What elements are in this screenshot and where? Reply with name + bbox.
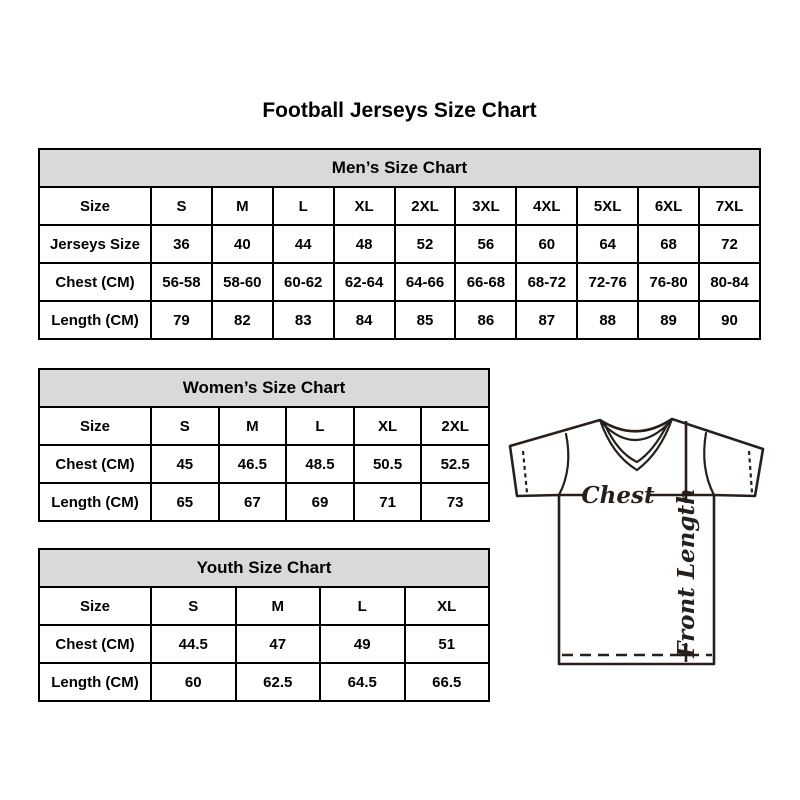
mens-size-chart-cell: 82 [212,301,273,339]
mens-size-chart-row-3 [39,301,760,339]
youth-size-chart-row-0 [39,587,489,625]
mens-size-chart-cell: 66-68 [455,263,516,301]
womens-size-chart-cell: M [219,407,287,445]
youth-size-chart-row-header: Length (CM) [39,663,151,701]
mens-size-chart-cell: 60-62 [273,263,334,301]
mens-size-chart-cell: 56-58 [151,263,212,301]
mens-size-chart-row-header: Chest (CM) [39,263,151,301]
womens-size-chart-cell: 73 [421,483,489,521]
mens-size-chart-cell: 36 [151,225,212,263]
youth-size-table [38,548,490,702]
mens-size-chart-cell: 56 [455,225,516,263]
youth-size-chart-row-2 [39,663,489,701]
womens-size-chart-cell: 48.5 [286,445,354,483]
mens-size-chart-row-header: Length (CM) [39,301,151,339]
mens-size-chart-cell: 3XL [455,187,516,225]
youth-size-chart-cell: 47 [236,625,321,663]
front-length-label: Front Length [673,488,700,658]
jersey-outline-svg [502,403,768,669]
womens-size-chart-cell: L [286,407,354,445]
youth-size-chart-row-header: Size [39,587,151,625]
mens-size-chart-cell: 89 [638,301,699,339]
mens-size-chart-cell: 52 [395,225,456,263]
youth-size-chart-cell: XL [405,587,490,625]
mens-size-chart-cell: 79 [151,301,212,339]
mens-size-chart-cell: M [212,187,273,225]
mens-size-chart-cell: XL [334,187,395,225]
mens-size-chart-cell: 48 [334,225,395,263]
womens-size-chart-cell: XL [354,407,422,445]
youth-size-chart-row-header: Chest (CM) [39,625,151,663]
mens-size-chart-cell: 85 [395,301,456,339]
womens-size-chart-cell: 67 [219,483,287,521]
youth-size-chart-cell: 60 [151,663,236,701]
mens-size-chart-cell: 87 [516,301,577,339]
vneck-inner-line [605,423,668,462]
womens-size-table [38,368,490,522]
mens-size-chart-row-0 [39,187,760,225]
mens-size-chart-cell: 68-72 [516,263,577,301]
mens-size-chart-cell: 72-76 [577,263,638,301]
womens-size-chart-cell: 50.5 [354,445,422,483]
youth-size-chart-cell: S [151,587,236,625]
mens-size-chart-cell: 76-80 [638,263,699,301]
mens-size-chart-cell: 68 [638,225,699,263]
mens-size-chart-cell: 4XL [516,187,577,225]
mens-size-chart-cell: 7XL [699,187,760,225]
womens-size-chart-row-0 [39,407,489,445]
womens-size-chart-title: Women’s Size Chart [39,369,489,407]
mens-size-chart-cell: 80-84 [699,263,760,301]
mens-size-chart-cell: 88 [577,301,638,339]
womens-size-chart-cell: 46.5 [219,445,287,483]
mens-size-chart-cell: 83 [273,301,334,339]
womens-size-chart-cell: 2XL [421,407,489,445]
mens-size-chart-row-1 [39,225,760,263]
youth-size-chart-cell: 64.5 [320,663,405,701]
mens-size-chart-title: Men’s Size Chart [39,149,760,187]
left-armhole-seam [559,434,568,495]
mens-size-chart-cell: 62-64 [334,263,395,301]
womens-size-chart-cell: S [151,407,219,445]
youth-size-chart-cell: 44.5 [151,625,236,663]
mens-size-chart-row-2 [39,263,760,301]
youth-size-chart-cell: 49 [320,625,405,663]
mens-size-chart-cell: 64-66 [395,263,456,301]
page-title: Football Jerseys Size Chart [262,99,537,122]
youth-size-chart-cell: M [236,587,321,625]
mens-size-chart-cell: 90 [699,301,760,339]
chest-label: Chest [581,482,655,509]
womens-size-chart-cell: 45 [151,445,219,483]
right-armhole-seam [704,433,714,495]
jersey-silhouette [510,419,763,664]
jersey-measurement-diagram [502,403,768,669]
womens-size-chart-row-header: Chest (CM) [39,445,151,483]
youth-size-chart-title: Youth Size Chart [39,549,489,587]
womens-size-chart-cell: 52.5 [421,445,489,483]
mens-size-chart-cell: L [273,187,334,225]
mens-size-chart-cell: 2XL [395,187,456,225]
mens-size-chart-cell: 64 [577,225,638,263]
youth-size-chart-cell: 66.5 [405,663,490,701]
mens-size-table [38,148,761,340]
mens-size-chart-cell: 6XL [638,187,699,225]
right-cuff-stitch-line [749,451,752,493]
mens-size-chart-cell: 5XL [577,187,638,225]
mens-size-chart-cell: 60 [516,225,577,263]
womens-size-chart-row-1 [39,445,489,483]
youth-size-chart-cell: L [320,587,405,625]
youth-size-chart-cell: 62.5 [236,663,321,701]
mens-size-chart-row-header: Size [39,187,151,225]
mens-size-chart-cell: 86 [455,301,516,339]
mens-size-chart-cell: 58-60 [212,263,273,301]
womens-size-chart-cell: 69 [286,483,354,521]
youth-size-chart-cell: 51 [405,625,490,663]
womens-size-chart-row-header: Size [39,407,151,445]
left-cuff-stitch-line [523,451,527,493]
mens-size-chart-cell: 40 [212,225,273,263]
mens-size-chart-cell: 44 [273,225,334,263]
womens-size-chart-cell: 71 [354,483,422,521]
womens-size-chart-cell: 65 [151,483,219,521]
womens-size-chart-row-header: Length (CM) [39,483,151,521]
youth-size-chart-row-1 [39,625,489,663]
mens-size-chart-cell: 72 [699,225,760,263]
mens-size-chart-cell: 84 [334,301,395,339]
womens-size-chart-row-2 [39,483,489,521]
mens-size-chart-cell: S [151,187,212,225]
mens-size-chart-row-header: Jerseys Size [39,225,151,263]
